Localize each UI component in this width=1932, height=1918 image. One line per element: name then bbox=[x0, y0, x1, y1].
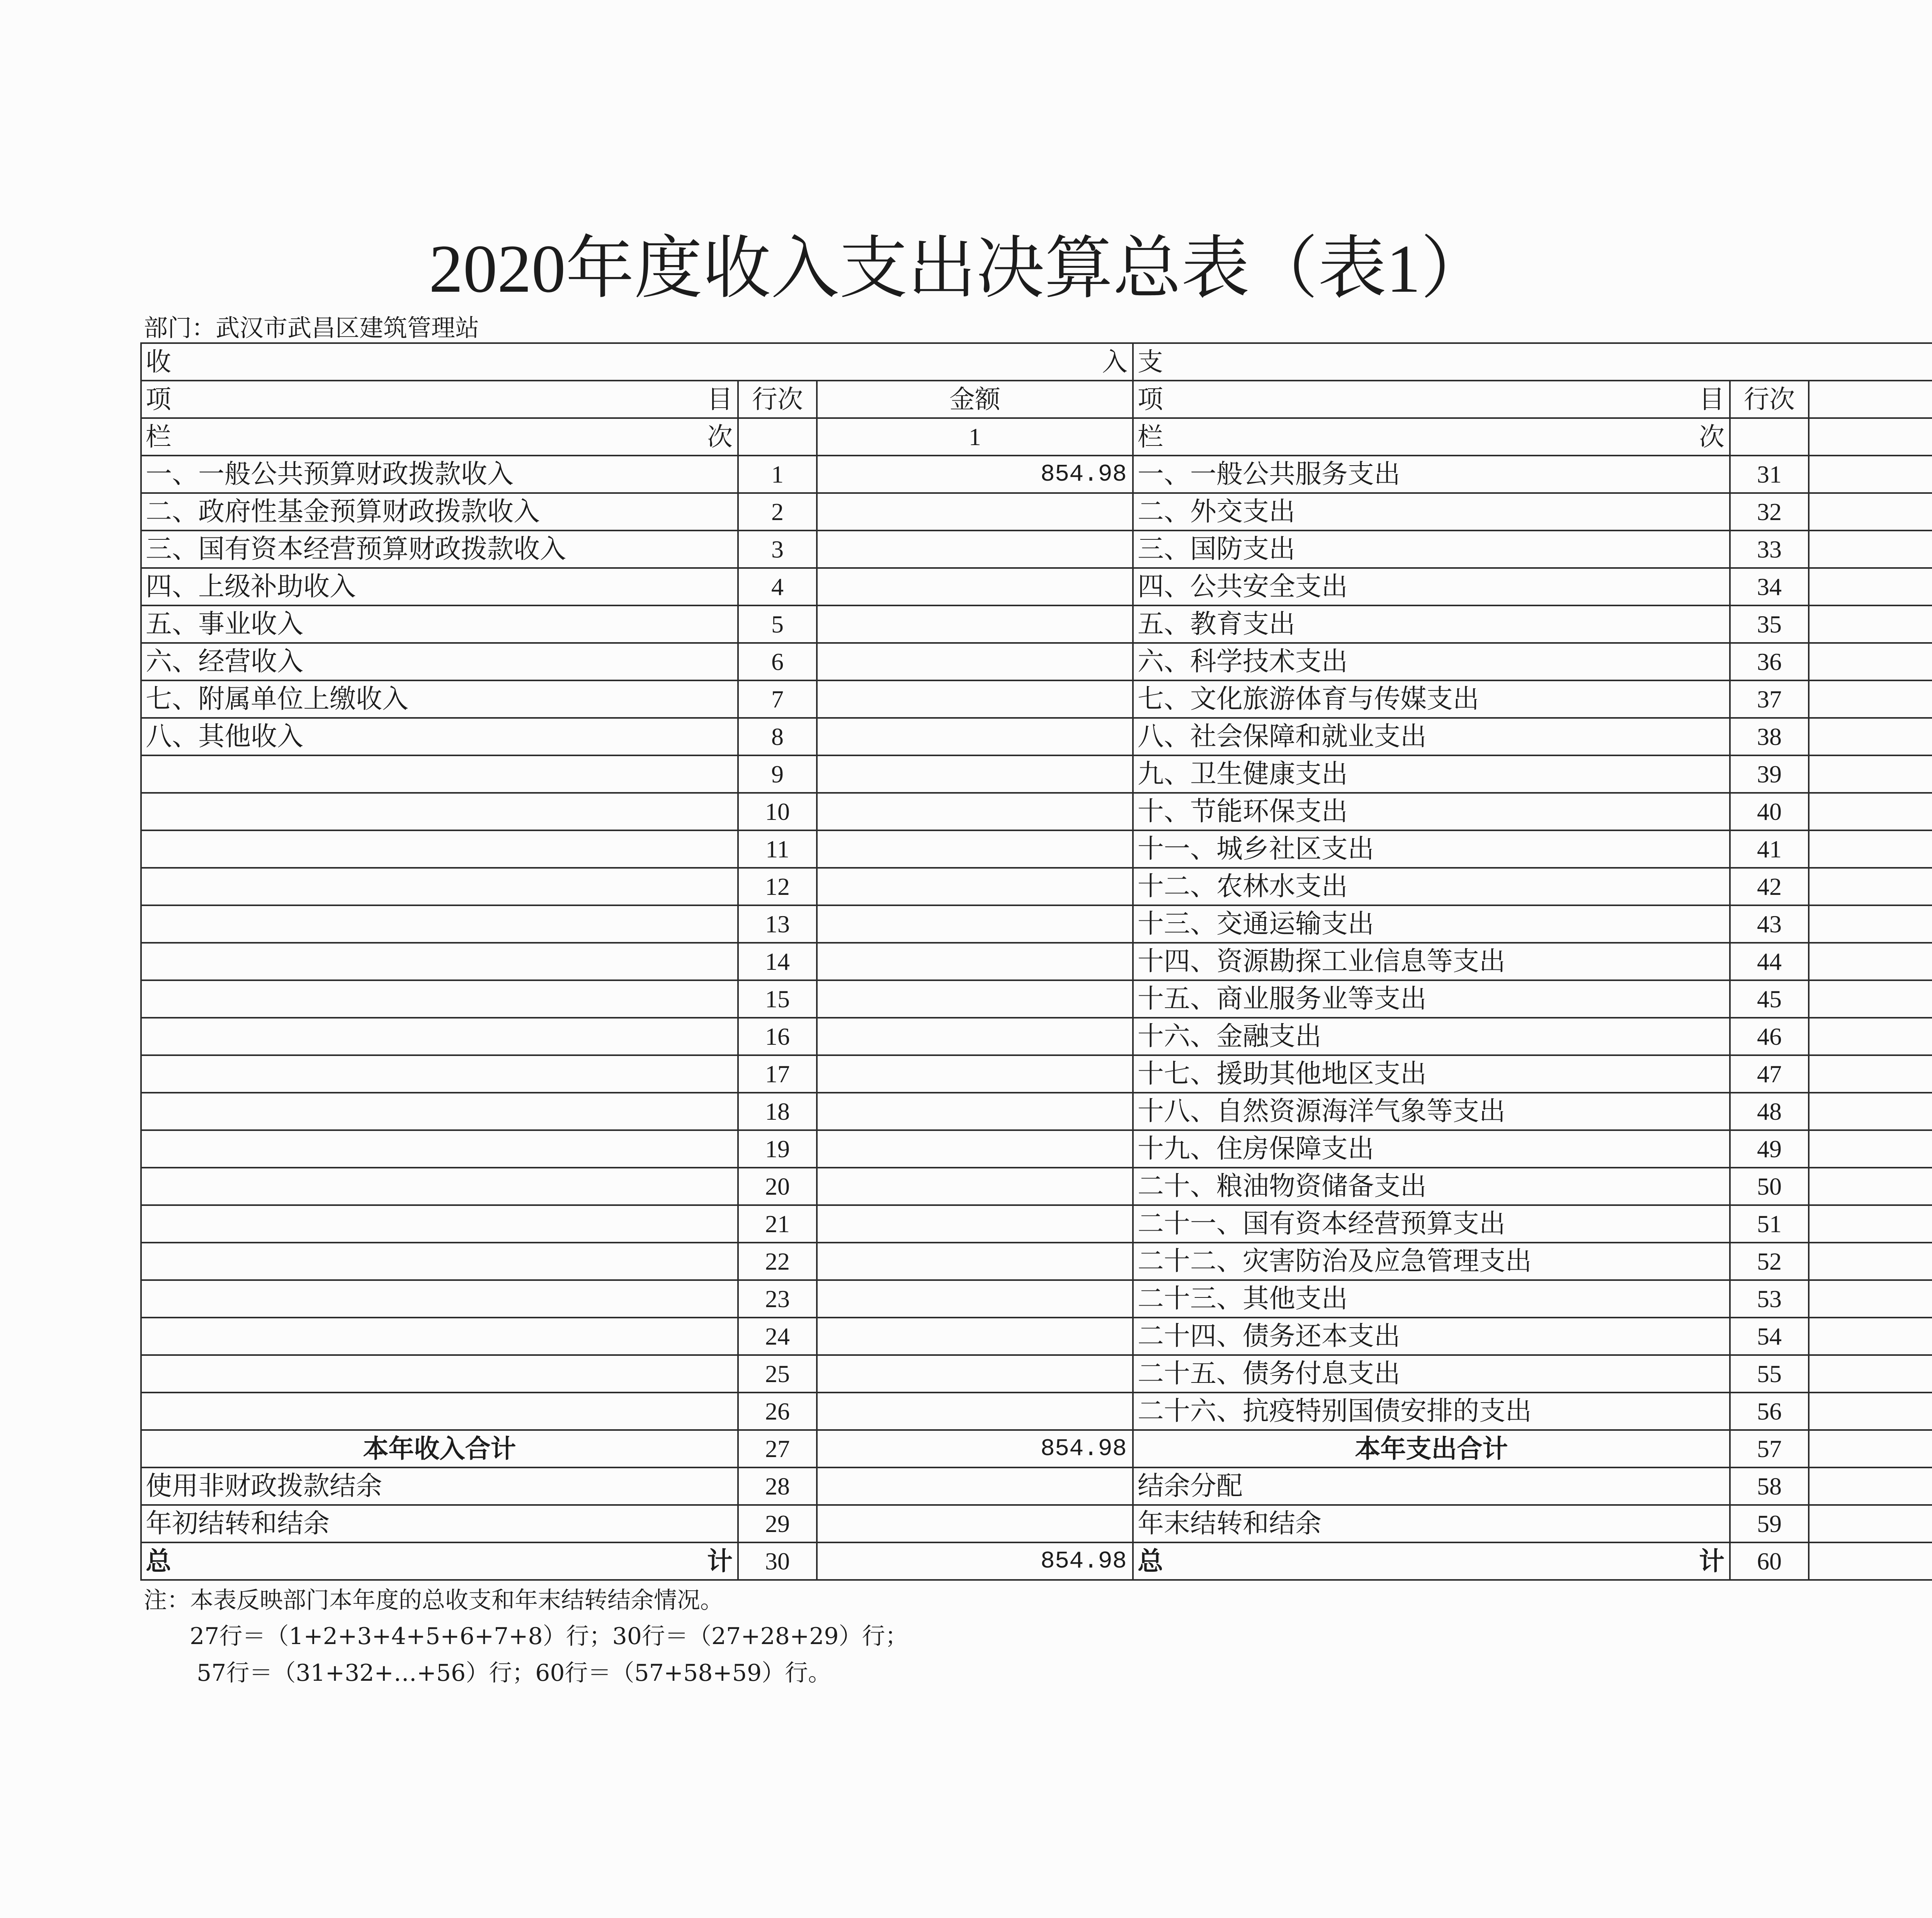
income-amount-cell bbox=[817, 531, 1133, 568]
expense-line-cell: 42 bbox=[1730, 868, 1809, 905]
income-amount-cell bbox=[817, 1130, 1133, 1168]
expense-amount-cell bbox=[1809, 905, 1932, 943]
income-line-cell: 4 bbox=[738, 568, 817, 605]
expense-line-cell: 53 bbox=[1730, 1280, 1809, 1318]
income-line-cell: 2 bbox=[738, 493, 817, 531]
expense-item-cell: 年末结转和结余 bbox=[1133, 1505, 1730, 1542]
table-row bbox=[141, 493, 1932, 531]
expense-line-cell: 59 bbox=[1730, 1505, 1809, 1542]
expense-amount-cell bbox=[1809, 1055, 1932, 1093]
income-line-cell: 29 bbox=[738, 1505, 817, 1542]
income-grand-total-split bbox=[142, 1546, 737, 1576]
income-item-cell bbox=[141, 1093, 738, 1130]
expense-line-cell: 51 bbox=[1730, 1205, 1809, 1243]
income-line-header: 行次 bbox=[738, 381, 817, 418]
table-row bbox=[141, 1055, 1932, 1093]
income-line-cell: 7 bbox=[738, 680, 817, 718]
expense-item-cell: 十八、自然资源海洋气象等支出 bbox=[1133, 1093, 1730, 1130]
income-expense-summary-table bbox=[140, 342, 1932, 1581]
income-amount-cell bbox=[817, 980, 1133, 1018]
income-amount-cell bbox=[817, 493, 1133, 531]
income-grand-total-amount: 854.98 bbox=[817, 1542, 1133, 1580]
grand-total-left: 总 bbox=[146, 1546, 171, 1576]
expense-item-cell: 十五、商业服务业等支出 bbox=[1133, 980, 1730, 1018]
income-line-cell: 1 bbox=[738, 456, 817, 493]
table-row bbox=[141, 1130, 1932, 1168]
income-total-line: 27 bbox=[738, 1430, 817, 1467]
income-line-cell: 6 bbox=[738, 643, 817, 680]
income-amount-cell bbox=[817, 1018, 1133, 1055]
header-row-direction bbox=[141, 343, 1932, 381]
expense-amount-cell bbox=[1809, 793, 1932, 830]
income-line-cell: 9 bbox=[738, 755, 817, 793]
expense-line-cell: 44 bbox=[1730, 943, 1809, 980]
table-row bbox=[141, 1280, 1932, 1318]
expense-line-cell: 31 bbox=[1730, 456, 1809, 493]
income-line-cell: 8 bbox=[738, 718, 817, 755]
expense-item-cell: 九、卫生健康支出 bbox=[1133, 755, 1730, 793]
expense-item-cell: 一、一般公共服务支出 bbox=[1133, 456, 1730, 493]
expense-item-cell: 八、社会保障和就业支出 bbox=[1133, 718, 1730, 755]
income-amount-cell bbox=[817, 1280, 1133, 1318]
income-line-cell: 22 bbox=[738, 1243, 817, 1280]
income-line-cell: 13 bbox=[738, 905, 817, 943]
expense-amount-cell bbox=[1809, 1130, 1932, 1168]
expense-line-cell: 52 bbox=[1730, 1243, 1809, 1280]
income-header bbox=[142, 349, 1132, 375]
income-item-cell bbox=[141, 980, 738, 1018]
income-amount-cell: 854.98 bbox=[817, 456, 1133, 493]
income-item-cell: 六、经营收入 bbox=[141, 643, 738, 680]
income-header-left: 收 bbox=[146, 347, 171, 377]
expense-amount-cell bbox=[1809, 493, 1932, 531]
income-item-cell bbox=[141, 1243, 738, 1280]
expense-item-cell: 十、节能环保支出 bbox=[1133, 793, 1730, 830]
income-item-cell: 四、上级补助收入 bbox=[141, 568, 738, 605]
grand-total-left: 总 bbox=[1138, 1546, 1163, 1576]
item-header-left: 项 bbox=[146, 384, 171, 414]
expense-amount-cell bbox=[1809, 568, 1932, 605]
income-item-cell bbox=[141, 1205, 738, 1243]
income-item-cell bbox=[141, 1130, 738, 1168]
expense-total-amount bbox=[1809, 1430, 1932, 1467]
income-item-cell bbox=[141, 755, 738, 793]
income-item-cell bbox=[141, 1393, 738, 1430]
expense-item-cell: 十九、住房保障支出 bbox=[1133, 1130, 1730, 1168]
expense-line-cell: 48 bbox=[1730, 1093, 1809, 1130]
income-item-cell bbox=[141, 830, 738, 868]
expense-amount-cell bbox=[1809, 1505, 1932, 1542]
expense-item-cell: 二十六、抗疫特别国债安排的支出 bbox=[1133, 1393, 1730, 1430]
income-item-cell: 八、其他收入 bbox=[141, 718, 738, 755]
expense-item-cell: 十三、交通运输支出 bbox=[1133, 905, 1730, 943]
column-label-left: 栏 bbox=[1138, 422, 1163, 452]
income-item-cell: 二、政府性基金预算财政拨款收入 bbox=[141, 493, 738, 531]
income-amount-cell bbox=[817, 868, 1133, 905]
income-amount-cell bbox=[817, 1243, 1133, 1280]
expense-item-cell: 二十、粮油物资储备支出 bbox=[1133, 1168, 1730, 1205]
expense-amount-cell bbox=[1809, 643, 1932, 680]
expense-item-cell: 二十三、其他支出 bbox=[1133, 1280, 1730, 1318]
income-item-cell bbox=[141, 1055, 738, 1093]
table-row bbox=[141, 1467, 1932, 1505]
income-line-cell: 23 bbox=[738, 1280, 817, 1318]
expense-line-cell: 47 bbox=[1730, 1055, 1809, 1093]
income-line-cell: 17 bbox=[738, 1055, 817, 1093]
expense-item-cell: 二十二、灾害防治及应急管理支出 bbox=[1133, 1243, 1730, 1280]
expense-line-cell: 54 bbox=[1730, 1318, 1809, 1355]
table-row bbox=[141, 1318, 1932, 1355]
expense-item-header-split bbox=[1134, 384, 1729, 414]
income-amount-cell bbox=[817, 680, 1133, 718]
footnote-line: 27行＝（1+2+3+4+5+6+7+8）行；30行＝（27+28+29）行； bbox=[190, 1623, 908, 1650]
grand-total-right: 计 bbox=[1699, 1546, 1725, 1576]
expense-line-cell: 39 bbox=[1730, 755, 1809, 793]
expense-header-left: 支 bbox=[1138, 347, 1163, 377]
expense-item-cell: 二十四、债务还本支出 bbox=[1133, 1318, 1730, 1355]
expense-item-cell: 十七、援助其他地区支出 bbox=[1133, 1055, 1730, 1093]
income-item-cell: 五、事业收入 bbox=[141, 605, 738, 643]
expense-item-cell: 十四、资源勘探工业信息等支出 bbox=[1133, 943, 1730, 980]
expense-amount-cell bbox=[1809, 1168, 1932, 1205]
income-line-blank bbox=[738, 418, 817, 456]
table-row bbox=[141, 718, 1932, 755]
expense-total-line: 57 bbox=[1730, 1430, 1809, 1467]
income-column-label-split bbox=[142, 424, 737, 450]
table-row bbox=[141, 643, 1932, 680]
income-item-cell bbox=[141, 905, 738, 943]
expense-item-cell: 十一、城乡社区支出 bbox=[1133, 830, 1730, 868]
expense-amount-cell bbox=[1809, 680, 1932, 718]
income-amount-cell bbox=[817, 605, 1133, 643]
income-amount-cell bbox=[817, 1467, 1133, 1505]
expense-line-cell: 45 bbox=[1730, 980, 1809, 1018]
expense-amount-cell bbox=[1809, 718, 1932, 755]
income-total-amount: 854.98 bbox=[817, 1430, 1133, 1467]
grand-total-row bbox=[141, 1542, 1932, 1580]
expense-line-cell: 55 bbox=[1730, 1355, 1809, 1393]
income-amount-header: 金额 bbox=[817, 381, 1133, 418]
footnote-line: 注：本表反映部门本年度的总收支和年末结转结余情况。 bbox=[144, 1587, 723, 1614]
item-header-left: 项 bbox=[1138, 384, 1163, 414]
income-header-cell bbox=[141, 343, 1133, 381]
income-item-cell bbox=[141, 1355, 738, 1393]
expense-item-cell: 七、文化旅游体育与传媒支出 bbox=[1133, 680, 1730, 718]
expense-item-cell: 五、教育支出 bbox=[1133, 605, 1730, 643]
expense-amount-cell bbox=[1809, 1355, 1932, 1393]
expense-amount-cell bbox=[1809, 1467, 1932, 1505]
table-row bbox=[141, 943, 1932, 980]
income-amount-cell bbox=[817, 793, 1133, 830]
expense-line-header: 行次 bbox=[1730, 381, 1809, 418]
footnote-line: 57行＝（31+32+…+56）行；60行＝（57+58+59）行。 bbox=[197, 1660, 832, 1687]
income-line-cell: 16 bbox=[738, 1018, 817, 1055]
column-label-left: 栏 bbox=[146, 422, 171, 452]
expense-line-cell: 36 bbox=[1730, 643, 1809, 680]
item-header-right: 目 bbox=[707, 384, 733, 414]
table-row bbox=[141, 1243, 1932, 1280]
table-row bbox=[141, 755, 1932, 793]
table-body bbox=[141, 456, 1932, 1430]
income-line-cell: 19 bbox=[738, 1130, 817, 1168]
expense-item-cell: 四、公共安全支出 bbox=[1133, 568, 1730, 605]
expense-item-header bbox=[1133, 381, 1730, 418]
expense-line-cell: 37 bbox=[1730, 680, 1809, 718]
income-item-cell: 三、国有资本经营预算财政拨款收入 bbox=[141, 531, 738, 568]
expense-grand-total-label bbox=[1133, 1542, 1730, 1580]
expense-amount-cell bbox=[1809, 755, 1932, 793]
income-item-cell bbox=[141, 793, 738, 830]
income-line-cell: 28 bbox=[738, 1467, 817, 1505]
income-line-cell: 20 bbox=[738, 1168, 817, 1205]
grand-total-right: 计 bbox=[707, 1546, 733, 1576]
expense-item-cell: 二、外交支出 bbox=[1133, 493, 1730, 531]
expense-line-cell: 40 bbox=[1730, 793, 1809, 830]
expense-item-cell: 二十一、国有资本经营预算支出 bbox=[1133, 1205, 1730, 1243]
table-row bbox=[141, 1168, 1932, 1205]
expense-amount-cell bbox=[1809, 1093, 1932, 1130]
income-item-cell bbox=[141, 943, 738, 980]
income-amount-cell bbox=[817, 1093, 1133, 1130]
expense-amount-cell bbox=[1809, 1393, 1932, 1430]
column-label-right: 次 bbox=[1699, 422, 1725, 452]
income-line-cell: 18 bbox=[738, 1093, 817, 1130]
expense-amount-cell bbox=[1809, 1018, 1932, 1055]
income-item-cell: 年初结转和结余 bbox=[141, 1505, 738, 1542]
expense-amount-cell bbox=[1809, 605, 1932, 643]
income-total-label: 本年收入合计 bbox=[141, 1430, 738, 1467]
expense-amount-cell bbox=[1809, 943, 1932, 980]
income-amount-cell bbox=[817, 830, 1133, 868]
expense-amount-cell bbox=[1809, 456, 1932, 493]
table-row bbox=[141, 1393, 1932, 1430]
header-row-column-numbers bbox=[141, 418, 1932, 456]
income-amount-cell bbox=[817, 905, 1133, 943]
column-label-right: 次 bbox=[707, 422, 733, 452]
income-amount-cell bbox=[817, 1318, 1133, 1355]
expense-item-cell: 十二、农林水支出 bbox=[1133, 868, 1730, 905]
table-row bbox=[141, 868, 1932, 905]
table-row bbox=[141, 605, 1932, 643]
expense-line-cell: 34 bbox=[1730, 568, 1809, 605]
grand-total-section bbox=[141, 1542, 1932, 1580]
table-row bbox=[141, 905, 1932, 943]
expense-item-cell: 三、国防支出 bbox=[1133, 531, 1730, 568]
income-line-cell: 15 bbox=[738, 980, 817, 1018]
table-row bbox=[141, 1355, 1932, 1393]
page-title: 2020年度收入支出决算总表（表1） bbox=[429, 231, 1489, 307]
income-item-cell bbox=[141, 1018, 738, 1055]
expense-column-label-split bbox=[1134, 424, 1729, 450]
income-item-cell bbox=[141, 1168, 738, 1205]
table-row bbox=[141, 830, 1932, 868]
income-column-number: 1 bbox=[817, 418, 1133, 456]
expense-line-cell: 32 bbox=[1730, 493, 1809, 531]
table-row bbox=[141, 531, 1932, 568]
expense-amount-cell bbox=[1809, 868, 1932, 905]
expense-amount-cell bbox=[1809, 1280, 1932, 1318]
income-line-cell: 12 bbox=[738, 868, 817, 905]
income-amount-cell bbox=[817, 1355, 1133, 1393]
income-item-cell bbox=[141, 1318, 738, 1355]
expense-amount-header bbox=[1809, 381, 1932, 418]
expense-line-cell: 35 bbox=[1730, 605, 1809, 643]
income-line-cell: 5 bbox=[738, 605, 817, 643]
income-amount-cell bbox=[817, 568, 1133, 605]
expense-header bbox=[1134, 349, 1932, 375]
expense-header-cell bbox=[1133, 343, 1932, 381]
table-row bbox=[141, 793, 1932, 830]
income-line-cell: 14 bbox=[738, 943, 817, 980]
annual-total-row bbox=[141, 1430, 1932, 1467]
expense-column-label bbox=[1133, 418, 1730, 456]
income-amount-cell bbox=[817, 1055, 1133, 1093]
table-row bbox=[141, 680, 1932, 718]
expense-line-cell: 46 bbox=[1730, 1018, 1809, 1055]
income-item-cell bbox=[141, 1280, 738, 1318]
expense-line-cell: 49 bbox=[1730, 1130, 1809, 1168]
annual-total-section bbox=[141, 1430, 1932, 1467]
table-header bbox=[141, 343, 1932, 456]
income-amount-cell bbox=[817, 1168, 1133, 1205]
expense-amount-cell bbox=[1809, 980, 1932, 1018]
table-row bbox=[141, 568, 1932, 605]
income-line-cell: 10 bbox=[738, 793, 817, 830]
table-row bbox=[141, 980, 1932, 1018]
income-grand-total-label bbox=[141, 1542, 738, 1580]
income-item-cell: 一、一般公共预算财政拨款收入 bbox=[141, 456, 738, 493]
income-item-header-split bbox=[142, 384, 737, 414]
income-item-cell: 使用非财政拨款结余 bbox=[141, 1467, 738, 1505]
income-line-cell: 11 bbox=[738, 830, 817, 868]
expense-item-cell: 结余分配 bbox=[1133, 1467, 1730, 1505]
income-header-right: 入 bbox=[1102, 347, 1128, 377]
table-row bbox=[141, 456, 1932, 493]
expense-item-cell: 十六、金融支出 bbox=[1133, 1018, 1730, 1055]
header-row-columns bbox=[141, 381, 1932, 418]
table-row bbox=[141, 1093, 1932, 1130]
item-header-right: 目 bbox=[1699, 384, 1725, 414]
expense-line-cell: 33 bbox=[1730, 531, 1809, 568]
balance-section bbox=[141, 1467, 1932, 1542]
income-amount-cell bbox=[817, 718, 1133, 755]
expense-item-cell: 六、科学技术支出 bbox=[1133, 643, 1730, 680]
expense-amount-cell bbox=[1809, 1243, 1932, 1280]
income-line-cell: 26 bbox=[738, 1393, 817, 1430]
expense-line-cell: 50 bbox=[1730, 1168, 1809, 1205]
expense-line-cell: 58 bbox=[1730, 1467, 1809, 1505]
table-row bbox=[141, 1505, 1932, 1542]
income-amount-cell bbox=[817, 1505, 1133, 1542]
income-line-cell: 24 bbox=[738, 1318, 817, 1355]
expense-amount-cell bbox=[1809, 1205, 1932, 1243]
income-item-cell bbox=[141, 868, 738, 905]
table-row bbox=[141, 1018, 1932, 1055]
income-line-cell: 21 bbox=[738, 1205, 817, 1243]
income-amount-cell bbox=[817, 755, 1133, 793]
expense-item-cell: 二十五、债务付息支出 bbox=[1133, 1355, 1730, 1393]
income-amount-cell bbox=[817, 1205, 1133, 1243]
expense-line-blank bbox=[1730, 418, 1809, 456]
income-item-cell: 七、附属单位上缴收入 bbox=[141, 680, 738, 718]
income-grand-total-line: 30 bbox=[738, 1542, 817, 1580]
expense-line-cell: 38 bbox=[1730, 718, 1809, 755]
expense-grand-total-amount bbox=[1809, 1542, 1932, 1580]
expense-amount-cell bbox=[1809, 830, 1932, 868]
expense-amount-cell bbox=[1809, 531, 1932, 568]
expense-grand-total-split bbox=[1134, 1546, 1729, 1576]
income-line-cell: 3 bbox=[738, 531, 817, 568]
income-amount-cell bbox=[817, 643, 1133, 680]
income-column-label bbox=[141, 418, 738, 456]
table-row bbox=[141, 1205, 1932, 1243]
income-amount-cell bbox=[817, 1393, 1133, 1430]
expense-line-cell: 56 bbox=[1730, 1393, 1809, 1430]
expense-column-number bbox=[1809, 418, 1932, 456]
expense-grand-total-line: 60 bbox=[1730, 1542, 1809, 1580]
expense-amount-cell bbox=[1809, 1318, 1932, 1355]
expense-line-cell: 41 bbox=[1730, 830, 1809, 868]
expense-line-cell: 43 bbox=[1730, 905, 1809, 943]
income-amount-cell bbox=[817, 943, 1133, 980]
income-line-cell: 25 bbox=[738, 1355, 817, 1393]
department-label: 部门：武汉市武昌区建筑管理站 bbox=[144, 314, 480, 342]
income-item-header bbox=[141, 381, 738, 418]
expense-total-label: 本年支出合计 bbox=[1133, 1430, 1730, 1467]
